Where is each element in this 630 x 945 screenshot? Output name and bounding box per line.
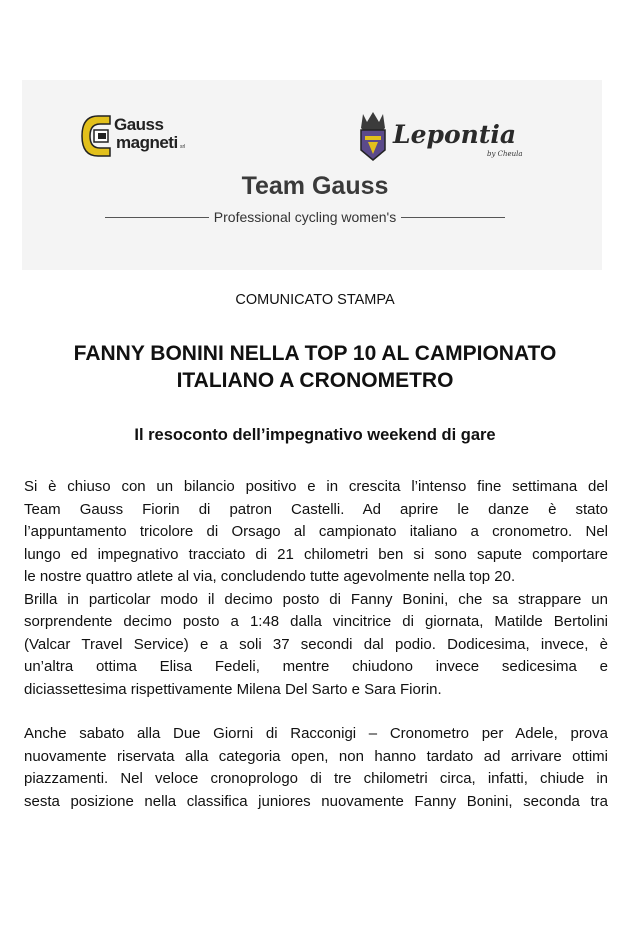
paragraph-1-line: Si è chiuso con un bilancio positivo e in crescita l’intenso fine settimana del [24,478,608,495]
paragraph-1 [24,476,608,589]
paragraph-3-line: sesta posizione nella classifica juniores nuovamente Fanny Bonini, seconda tra [24,792,608,810]
subtitle-rule-right [401,217,505,218]
paragraph-2-line: (Valcar Travel Service) e a soli 37 secondi dal podio. Dodicesima, invece, è [24,635,608,653]
paragraph-2-line: diciassettesima rispettivamente Milena Del Sarto e Sara Fiorin. [24,680,442,698]
lepontia-logo [355,110,535,165]
logo-gauss-suffix: srl [180,144,186,150]
headline-line-2: ITALIANO A CRONOMETRO [176,369,454,392]
team-subtitle-row [105,208,505,226]
team-subtitle: Professional cycling women's [213,209,397,225]
subtitle-rule-left [105,217,209,218]
logo-lepontia-byline: by Cheula [487,150,523,158]
paragraph-1-line: Team Gauss Fiorin di patron Castelli. Ad aprire le danze è stato [24,500,608,518]
paragraph-2-line: sorprendente decimo posto a 1:48 dalla vincitrice di giornata, Matilde Bertolini [24,613,608,630]
logo-lepontia-word: Lepontia [393,120,517,149]
headline-line-1: FANNY BONINI NELLA TOP 10 AL CAMPIONATO [73,342,557,365]
paragraph-2 [24,589,608,702]
team-name: Team Gauss [241,172,389,200]
logo-gauss-line2: magneti [116,133,178,152]
paragraph-1-line: le nostre quattro atlete al via, concludendo tutte agevolmente nella top 20. [24,568,516,585]
paragraph-1-line: lungo ed impegnativo tracciato di 21 chilometri ben si sono sapute comportare [24,545,608,563]
gauss-magneti-logo [80,112,200,162]
paragraph-3 [24,723,608,813]
paragraph-2-line: un’altra ottima Elisa Fedeli, mentre chiudono invece sedicesima e [24,658,608,675]
gauss-magnet-icon [80,112,116,160]
paragraph-3-line: piazzamenti. Nel veloce cronoprologo di tre chilometri circa, infatti, chiude in [24,770,608,787]
subheadline: Il resoconto dell’impegnativo weekend di gare [134,426,496,444]
knight-helmet-icon [355,110,391,162]
article-body [24,476,608,813]
paragraph-3-line: nuovamente riservata alla categoria open, non hanno tardato ad arrivare ottimi [24,747,608,765]
paragraph-3-line: Anche sabato alla Due Giorni di Racconigi – Cronometro per Adele, prova [24,725,608,742]
headline [0,340,630,394]
logo-gauss-line1: Gauss [114,115,164,134]
paragraph-1-line: l’appuntamento tricolore di Orsago al campionato italiano a cronometro. Nel [24,523,608,540]
paragraph-2-line: Brilla in particolar modo il decimo posto di Fanny Bonini, che sa strappare un [24,590,608,608]
press-release-label: COMUNICATO STAMPA [235,292,395,308]
